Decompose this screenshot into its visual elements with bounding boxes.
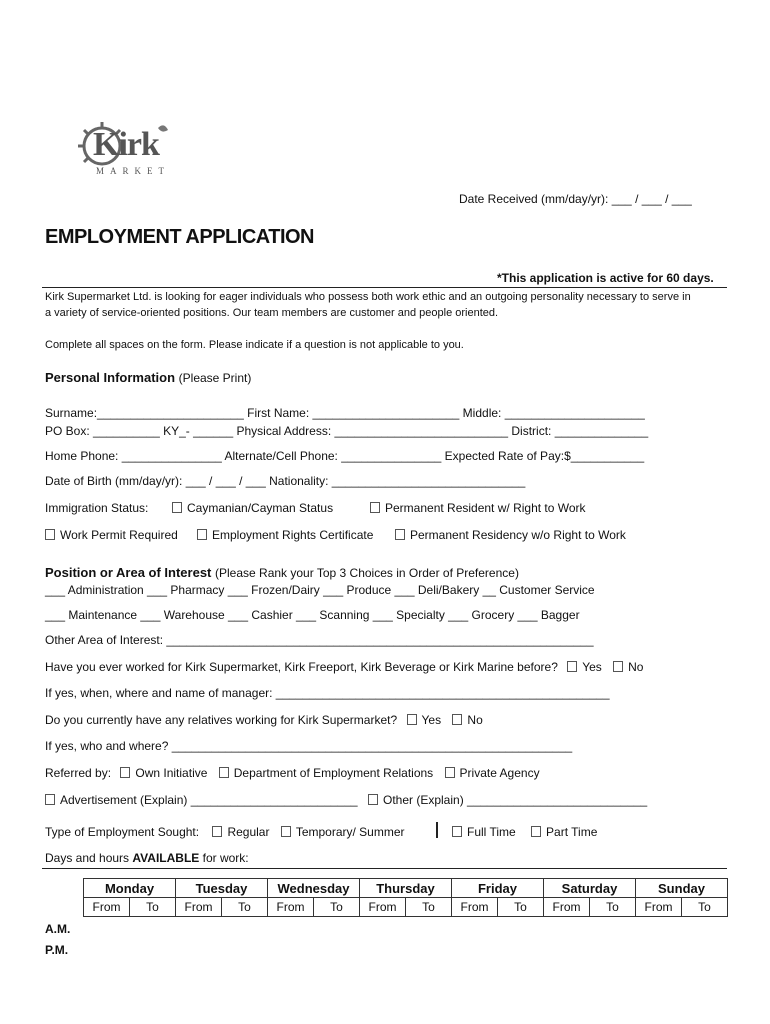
separator-bar xyxy=(436,822,438,838)
to-cell: To xyxy=(590,898,636,917)
personal-info-heading xyxy=(45,370,251,385)
from-cell: From xyxy=(452,898,498,917)
day-header-monday: Monday xyxy=(84,879,176,898)
relatives-no[interactable]: No xyxy=(467,713,483,727)
checkbox-icon[interactable] xyxy=(452,826,462,837)
referred-private-agency[interactable]: Private Agency xyxy=(459,766,540,780)
position-title: Position or Area of Interest xyxy=(45,565,212,580)
day-header-saturday: Saturday xyxy=(544,879,636,898)
worked-before-row xyxy=(45,660,643,674)
relatives-row xyxy=(45,713,483,727)
checkbox-icon[interactable] xyxy=(395,529,405,540)
checkbox-icon[interactable] xyxy=(120,767,130,778)
checkbox-icon[interactable] xyxy=(45,794,55,805)
employment-fulltime-option[interactable] xyxy=(452,825,597,839)
employment-part-time[interactable]: Part Time xyxy=(546,825,598,839)
instructions-text: Complete all spaces on the form. Please indicate if a question is not applicable to you. xyxy=(45,339,464,351)
checkbox-icon[interactable] xyxy=(445,767,455,778)
option-permanent-resident-right[interactable] xyxy=(370,501,586,515)
referred-own-initiative[interactable]: Own Initiative xyxy=(135,766,208,780)
option-caymanian-label: Caymanian/Cayman Status xyxy=(187,501,334,515)
from-cell: From xyxy=(544,898,590,917)
checkbox-icon[interactable] xyxy=(452,714,462,725)
day-header-wednesday: Wednesday xyxy=(268,879,360,898)
referred-other-option[interactable] xyxy=(368,793,647,807)
option-permanent-resident-right-label: Permanent Resident w/ Right to Work xyxy=(385,501,586,515)
am-label: A.M. xyxy=(45,922,71,936)
checkbox-icon[interactable] xyxy=(45,529,55,540)
checkbox-icon[interactable] xyxy=(197,529,207,540)
day-header-tuesday: Tuesday xyxy=(176,879,268,898)
checkbox-icon[interactable] xyxy=(613,661,623,672)
from-cell: From xyxy=(268,898,314,917)
option-permanent-residency-no-right[interactable] xyxy=(395,528,626,542)
page-title: EMPLOYMENT APPLICATION xyxy=(45,226,314,248)
option-work-permit-label: Work Permit Required xyxy=(60,528,178,542)
option-caymanian[interactable] xyxy=(172,501,333,515)
referred-by-row xyxy=(45,766,540,780)
address-fields-row[interactable]: PO Box: __________ KY_- ______ Physical Address: __________________________ District: ______________ xyxy=(45,424,649,438)
availability-table xyxy=(83,878,728,917)
to-cell: To xyxy=(314,898,360,917)
referred-department[interactable]: Department of Employment Relations xyxy=(233,766,434,780)
option-permanent-residency-no-right-label: Permanent Residency w/o Right to Work xyxy=(410,528,626,542)
checkbox-icon[interactable] xyxy=(531,826,541,837)
date-received-field[interactable]: Date Received (mm/day/yr): ___ / ___ / ___ xyxy=(459,192,692,206)
worked-before-question: Have you ever worked for Kirk Supermarket, Kirk Freeport, Kirk Beverage or Kirk Marine before? xyxy=(45,660,558,674)
employment-full-time[interactable]: Full Time xyxy=(467,825,516,839)
divider xyxy=(42,868,727,869)
to-cell: To xyxy=(498,898,544,917)
checkbox-icon[interactable] xyxy=(407,714,417,725)
referred-by-label: Referred by: xyxy=(45,766,112,780)
worked-before-no[interactable]: No xyxy=(628,660,644,674)
divider xyxy=(42,287,727,288)
phone-fields-row[interactable]: Home Phone: _______________ Alternate/Cell Phone: _______________ Expected Rate of Pay:$___________ xyxy=(45,449,645,463)
to-cell: To xyxy=(406,898,452,917)
worked-before-yes[interactable]: Yes xyxy=(582,660,602,674)
intro-text-line-1: Kirk Supermarket Ltd. is looking for eager individuals who possess both work ethic and an outgoing personality necessary to serve in xyxy=(45,291,691,303)
logo-wordmark: Kirk xyxy=(93,126,159,163)
option-employment-rights-label: Employment Rights Certificate xyxy=(212,528,374,542)
personal-info-title: Personal Information xyxy=(45,370,176,385)
name-fields-row[interactable]: Surname:______________________ First Name: ______________________ Middle: _____________________ xyxy=(45,406,645,420)
from-cell: From xyxy=(84,898,130,917)
position-subtitle: (Please Rank your Top 3 Choices in Order of Preference) xyxy=(215,566,519,580)
active-note: *This application is active for 60 days. xyxy=(497,271,714,285)
checkbox-icon[interactable] xyxy=(212,826,222,837)
checkbox-icon[interactable] xyxy=(219,767,229,778)
checkbox-icon[interactable] xyxy=(172,502,182,513)
option-work-permit[interactable] xyxy=(45,528,178,542)
personal-info-subtitle: (Please Print) xyxy=(178,371,252,385)
days-available-label xyxy=(45,851,249,865)
employment-type-label: Type of Employment Sought: xyxy=(45,825,200,839)
days-label-post: for work: xyxy=(199,851,249,865)
to-cell: To xyxy=(682,898,728,917)
availability-day-row xyxy=(84,879,728,898)
relatives-question: Do you currently have any relatives working for Kirk Supermarket? xyxy=(45,713,398,727)
from-cell: From xyxy=(176,898,222,917)
to-cell: To xyxy=(222,898,268,917)
days-label-pre: Days and hours xyxy=(45,851,133,865)
employment-regular[interactable]: Regular xyxy=(227,825,270,839)
availability-fromto-row xyxy=(84,898,728,917)
employment-type-row xyxy=(45,825,405,839)
day-header-friday: Friday xyxy=(452,879,544,898)
pm-label: P.M. xyxy=(45,943,69,957)
checkbox-icon[interactable] xyxy=(567,661,577,672)
worked-before-followup[interactable]: If yes, when, where and name of manager: __________________________________________________ xyxy=(45,686,610,700)
relatives-yes[interactable]: Yes xyxy=(421,713,442,727)
referred-advertisement[interactable]: Advertisement (Explain) _________________________ xyxy=(60,793,358,807)
logo-subtitle: MARKET xyxy=(96,166,170,176)
checkbox-icon[interactable] xyxy=(281,826,291,837)
referred-other[interactable]: Other (Explain) ___________________________ xyxy=(383,793,648,807)
position-choices-row-1[interactable]: ___ Administration ___ Pharmacy ___ Frozen/Dairy ___ Produce ___ Deli/Bakery __ Customer Service xyxy=(45,583,595,597)
relatives-followup[interactable]: If yes, who and where? ____________________________________________________________ xyxy=(45,739,573,753)
from-cell: From xyxy=(360,898,406,917)
position-choices-row-2[interactable]: ___ Maintenance ___ Warehouse ___ Cashier ___ Scanning ___ Specialty ___ Grocery ___ Bagger xyxy=(45,608,580,622)
days-label-bold: AVAILABLE xyxy=(132,851,200,865)
birth-nationality-row[interactable]: Date of Birth (mm/day/yr): ___ / ___ / ___ Nationality: _____________________________ xyxy=(45,474,526,488)
day-header-sunday: Sunday xyxy=(636,879,728,898)
immigration-status-label: Immigration Status: xyxy=(45,501,149,515)
employment-temporary[interactable]: Temporary/ Summer xyxy=(295,825,405,839)
option-employment-rights[interactable] xyxy=(197,528,373,542)
checkbox-icon[interactable] xyxy=(368,794,378,805)
intro-text-line-2: a variety of service-oriented positions. Our team members are customer and people oriented. xyxy=(45,307,499,319)
to-cell: To xyxy=(130,898,176,917)
other-area-field[interactable]: Other Area of Interest: ________________________________________________________________ xyxy=(45,633,594,647)
referred-advert-option[interactable] xyxy=(45,793,358,807)
day-header-thursday: Thursday xyxy=(360,879,452,898)
from-cell: From xyxy=(636,898,682,917)
checkbox-icon[interactable] xyxy=(370,502,380,513)
position-heading xyxy=(45,565,519,580)
